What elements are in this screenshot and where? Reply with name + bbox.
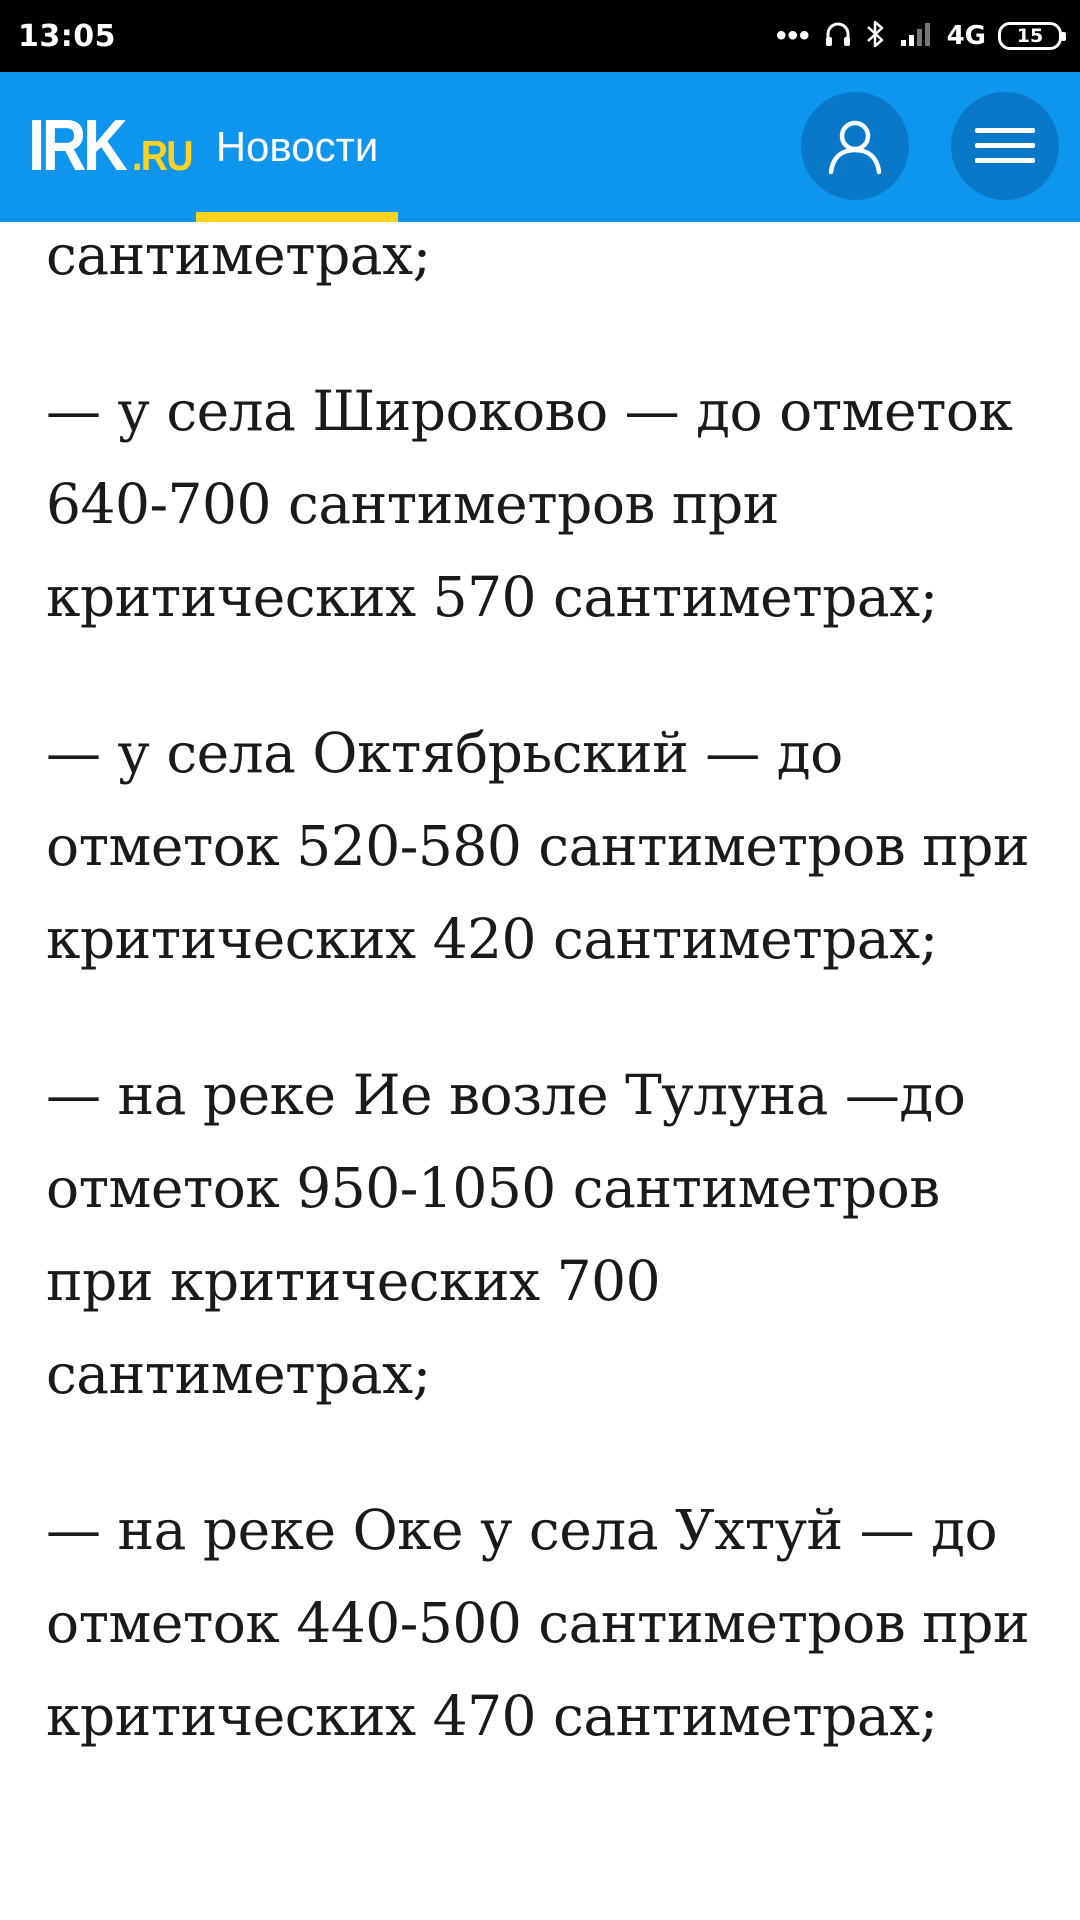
article-paragraph: — у села Октябрьский — до отметок 520-580 сантиметров при критических 420 сантиметрах; <box>46 721 1030 971</box>
article-paragraph: — на реке Оке у села Ухтуй — до отметок 440-500 сантиметров при критических 470 сантиметрах; <box>46 1498 1030 1748</box>
article-paragraph: сантиметрах; <box>46 223 431 287</box>
battery-icon <box>998 22 1062 50</box>
logo-tld-text: .RU <box>132 132 192 179</box>
logo-main-text: IRK <box>28 106 125 186</box>
battery-level: 15 <box>1016 25 1044 47</box>
site-logo[interactable] <box>28 106 198 186</box>
user-account-button[interactable] <box>801 92 909 200</box>
article-paragraph: — у села Широково — до отметок 640-700 сантиметров при критических 570 сантиметрах; <box>46 379 1013 629</box>
article-text <box>46 222 1046 1826</box>
signal-icon <box>899 20 935 53</box>
nav-tab-news[interactable] <box>196 72 398 222</box>
article-paragraph: — на реке Ие возле Тулуна —до отметок 950-1050 сантиметров при критических 700 сантиметрах; <box>46 1063 966 1406</box>
user-icon <box>823 114 887 178</box>
more-notifications-icon: ••• <box>776 19 811 52</box>
active-tab-indicator <box>196 212 398 222</box>
status-bar <box>0 0 1080 72</box>
status-icons <box>776 18 1062 55</box>
headphones-icon <box>823 19 853 54</box>
main-menu-button[interactable] <box>951 92 1059 200</box>
nav-tab-label: Новости <box>215 123 379 170</box>
article-body[interactable] <box>0 222 1080 1920</box>
network-type: 4G <box>946 21 986 51</box>
bluetooth-icon <box>865 18 887 55</box>
hamburger-menu-icon <box>973 122 1037 170</box>
status-time: 13:05 <box>18 18 116 54</box>
app-header <box>0 72 1080 222</box>
